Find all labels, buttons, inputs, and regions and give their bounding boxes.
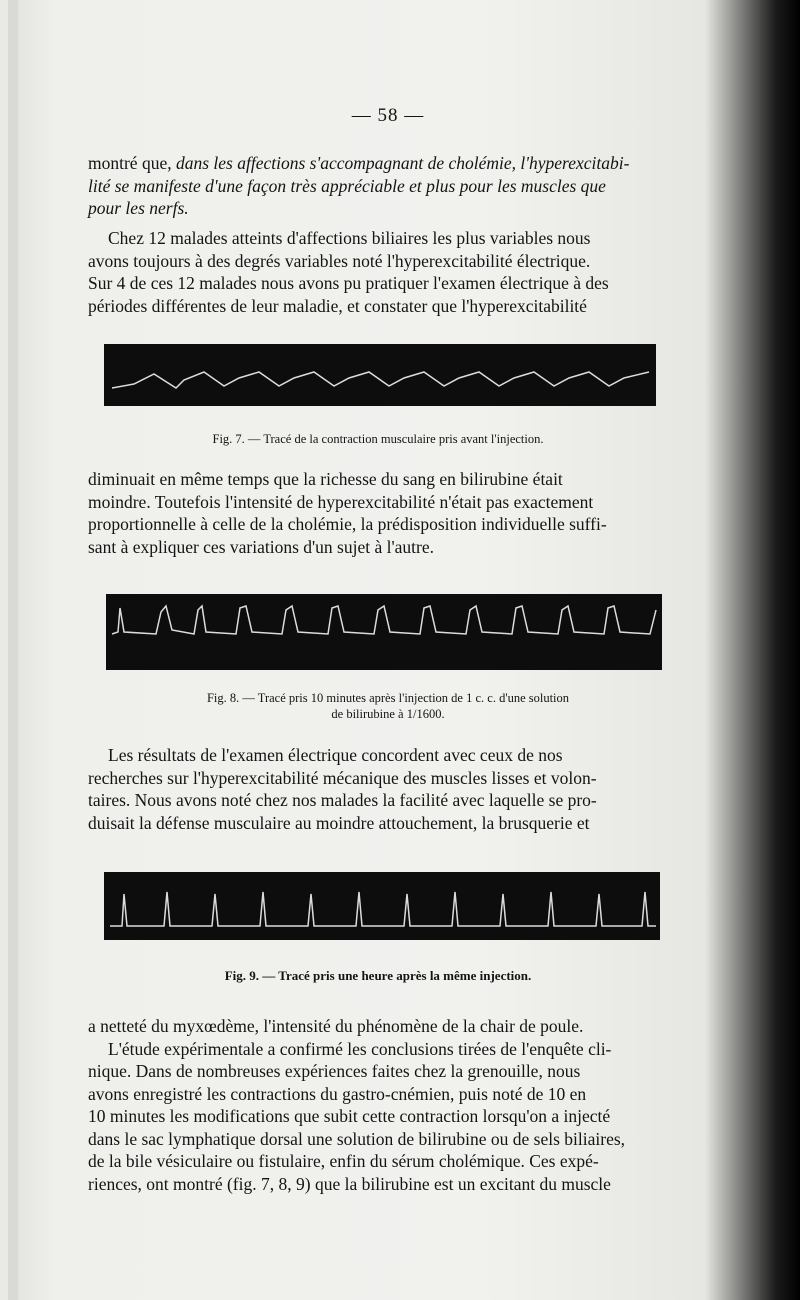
text-line: lité se manifeste d'une façon très appréciable et plus pour les muscles que xyxy=(88,175,606,196)
text-line: périodes différentes de leur maladie, et constater que l'hyperexcitabilité xyxy=(88,295,587,316)
paragraph-2 xyxy=(88,227,690,317)
figure-8-caption: Fig. 8. — Tracé pris 10 minutes après l'injection de 1 c. c. d'une solution de bilirubine à 1/1600. xyxy=(206,691,570,721)
text-line: recherches sur l'hyperexcitabilité mécanique des muscles lisses et volon- xyxy=(88,767,597,788)
figure-7-trace xyxy=(104,344,656,406)
page-edge xyxy=(8,0,18,1300)
paragraph-1 xyxy=(88,152,690,220)
text-line: L'étude expérimentale a confirmé les conclusions tirées de l'enquête cli- xyxy=(108,1038,612,1059)
text-line: duisait la défense musculaire au moindre attouchement, la brusquerie et xyxy=(88,812,590,833)
figure-9-caption: Fig. 9. — Tracé pris une heure après la même injection. xyxy=(224,968,532,983)
text-line: Sur 4 de ces 12 malades nous avons pu pratiquer l'examen électrique à des xyxy=(88,273,609,293)
text-line: Chez 12 malades atteints d'affections biliaires les plus variables nous xyxy=(108,228,591,248)
text-line: moindre. Toutefois l'intensité de hyperexcitabilité n'était pas exactement xyxy=(88,491,594,512)
book-page xyxy=(8,0,800,1300)
paragraph-3 xyxy=(88,468,690,558)
text-line: 10 minutes les modifications que subit cette contraction lorsqu'on a injecté xyxy=(88,1106,611,1126)
text-line: Les résultats de l'examen électrique concordent avec ceux de nos xyxy=(108,745,563,765)
text-line: riences, ont montré (fig. 7, 8, 9) que la bilirubine est un excitant du muscle xyxy=(88,1173,611,1194)
text-line: dans le sac lymphatique dorsal une solution de bilirubine ou de sels biliaires, xyxy=(88,1128,626,1149)
figure-7-graph xyxy=(104,344,656,406)
page-number: — 58 — xyxy=(351,105,425,126)
text-line: diminuait en même temps que la richesse du sang en bilirubine était xyxy=(88,469,563,489)
text-line: sant à expliquer ces variations d'un sujet à l'autre. xyxy=(88,536,434,557)
text-line: avons enregistré les contractions du gastro-cnémien, puis noté de 10 en xyxy=(88,1083,587,1104)
text-line-mixed: montré que, dans les affections s'accompagnant de cholémie, l'hyperexcitabi- xyxy=(88,153,630,173)
text-line xyxy=(88,152,690,175)
text-line: nique. Dans de nombreuses expériences faites chez la grenouille, nous xyxy=(88,1061,581,1081)
text-line: taires. Nous avons noté chez nos malades la facilité avec laquelle se pro- xyxy=(88,790,597,810)
figure-8-trace xyxy=(106,594,662,670)
text-line: pour les nerfs. xyxy=(88,198,189,218)
text-line: de la bile vésiculaire ou fistulaire, enfin du sérum cholémique. Ces expé- xyxy=(88,1151,599,1171)
paragraph-4 xyxy=(88,744,690,834)
text-line: proportionnelle à celle de la cholémie, la prédisposition individuelle suffi- xyxy=(88,514,607,534)
text-line: avons toujours à des degrés variables noté l'hyperexcitabilité électrique. xyxy=(88,250,591,271)
figure-9-trace xyxy=(104,872,660,940)
figure-9-graph xyxy=(104,872,660,940)
text-line: a netteté du myxœdème, l'intensité du phénomène de la chair de poule. xyxy=(88,1016,584,1036)
figure-7-caption: Fig. 7. — Tracé de la contraction musculaire pris avant l'injection. xyxy=(212,432,544,446)
figure-8-graph xyxy=(106,594,662,670)
paragraph-5 xyxy=(88,1015,690,1195)
